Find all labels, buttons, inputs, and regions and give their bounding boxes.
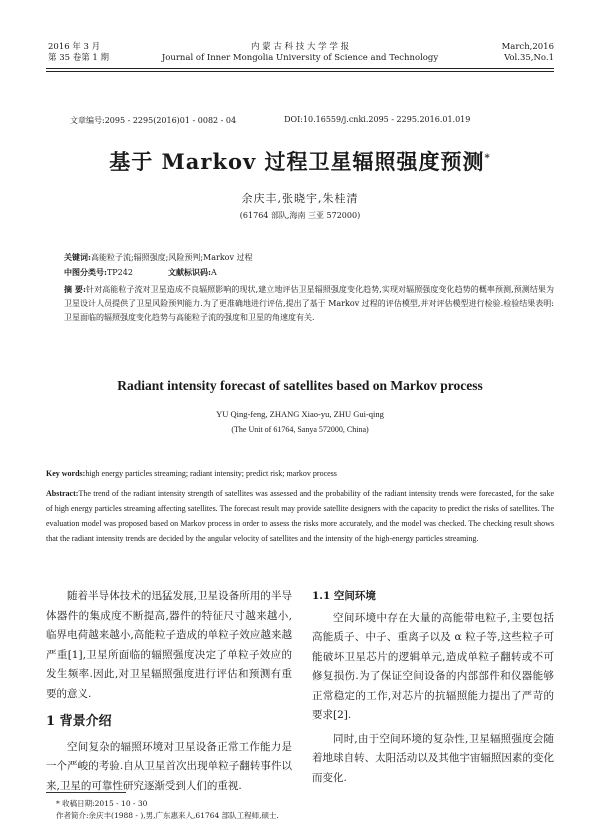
doi: DOI:10.16559/j.cnki.2095 - 2295.2016.01.019 (284, 115, 471, 124)
clc-value: TP242 (106, 268, 133, 277)
keywords-cn-text: 高能粒子流;辐照强度;风险预判;Markov 过程 (90, 253, 253, 262)
header-date-en: March,2016 (501, 42, 554, 52)
title-cn (0, 146, 600, 176)
header-journal-en: Journal of Inner Mongolia University of Science and Technology (161, 53, 439, 63)
title-en: Radiant intensity forecast of satellites based on Markov process (117, 378, 483, 393)
header-date: 2016 年 3 月 (48, 42, 101, 52)
keywords-cn-label: 关键词: (64, 252, 91, 262)
section-1-paragraph: 空间复杂的辐照环境对卫星设备正常工作能力是一个严峻的考验.自从卫星首次出现单粒子翻转事件以来,卫星的可靠性研究逐渐受到人们的重视. (46, 740, 292, 792)
authors-cn: 余庆丰,张晓宇,朱桂清 (241, 192, 359, 205)
title-footnote-mark: * (484, 153, 491, 164)
keywords-en-label: Key words: (46, 469, 86, 478)
section-1-heading: 1 背景介绍 (46, 714, 112, 729)
body-column-right (312, 587, 554, 788)
intro-paragraph: 随着半导体技术的迅猛发展,卫星设备所用的半导体器件的集成度不断提高,器件的特征尺寸越来越小,临界电荷越来越小,高能粒子造成的单粒子效应越来越严重[1],卫星所面临的辐照强度决定了单粒子效应的发生频率.因此,对卫星辐照强度进行评估和预测有重要的意义. (46, 590, 292, 700)
header-journal-cn: 内 蒙 古 科 技 大 学 学 报 (250, 42, 350, 52)
footnote-rule (46, 792, 126, 793)
doc-code-value: A (211, 268, 217, 277)
article-meta (70, 115, 560, 126)
abstract-en (46, 486, 554, 546)
doc-code-label: 文献标识码: (168, 267, 211, 277)
header-volume-cn: 第 35 卷第 1 期 (48, 53, 110, 63)
article-number: 文章编号:2095 - 2295(2016)01 - 0082 - 04 (70, 116, 237, 125)
body-column-left (46, 587, 292, 796)
subsection-1-1-heading: 1.1 空间环境 (312, 590, 376, 602)
header-rule-top (46, 68, 554, 69)
keywords-cn (64, 251, 554, 264)
header-issue-en (502, 42, 554, 64)
keywords-en (46, 469, 554, 478)
subsection-1-1-paragraph-1: 空间环境中存在大量的高能带电粒子,主要包括高能质子、中子、重离子以及 α 粒子等,这些粒子可能破坏卫星芯片的逻辑单元,造成单粒子翻转或不可修复损伤.为了保证空间设备的内部部件和仪器能够正常稳定的工作,对芯片的抗辐照能力提出了严苛的要求[2]. (312, 611, 554, 721)
abstract-cn (64, 282, 554, 325)
header-rule-bottom (46, 71, 554, 72)
affiliation-cn: (61764 部队,海南 三亚 572000) (239, 211, 361, 220)
header-volume-en: Vol.35,No.1 (504, 53, 554, 63)
abstract-cn-text: 针对高能粒子流对卫星造成不良辐照影响的现状,建立地评估卫星辐照强度变化趋势,实现对辐照强度变化趋势的概率预测,预测结果为卫星设计人员提供了卫星风险预判能力.为了更准确地进行评估,提出了基于 Markov 过程的评估模型,并对评估模型进行检验.检验结果表明:卫星面临的辐照强度变化趋势与高能粒子流的强度和卫星的角速度有关. (64, 285, 554, 322)
authors-en: YU Qing-feng, ZHANG Xiao-yu, ZHU Gui-qing (216, 409, 384, 419)
footnote-author: 作者简介:余庆丰(1988 - ),男,广东惠来人,61764 部队工程师,硕士. (56, 811, 279, 820)
subsection-1-1-paragraph-2: 同时,由于空间环境的复杂性,卫星辐照强度会随着地球自转、太阳活动以及其他宇宙辐照因素的变化而变化. (312, 732, 554, 784)
affiliation-en: (The Unit of 61764, Sanya 572000, China) (231, 425, 369, 434)
classification-line (64, 266, 554, 279)
clc-label: 中图分类号: (64, 267, 107, 277)
abstract-en-label: Abstract: (46, 489, 79, 498)
keywords-en-text: high energy particles streaming; radiant intensity; predict risk; markov process (85, 469, 337, 478)
abstract-cn-label: 摘 要: (64, 284, 86, 294)
title-cn-text: 基于 Markov 过程卫星辐照强度预测 (109, 149, 485, 174)
footnote-received: * 收稿日期:2015 - 10 - 30 (56, 799, 148, 808)
abstract-en-text: The trend of the radiant intensity strength of satellites was assessed and the probability of the radiant intensity trends were forecasted, for the sake of high energy particles streaming affecting satellites. The forecast result may provide satellite designers with the capacity to predict the risks of satellites. The evaluation model was proposed based on Markov process in order to assess the risks more accurately, and the model was checked. The checking result shows that the radiant intensity trends are decided by the angular velocity of satellites and the intensity of the high-energy particles streaming. (46, 489, 554, 543)
